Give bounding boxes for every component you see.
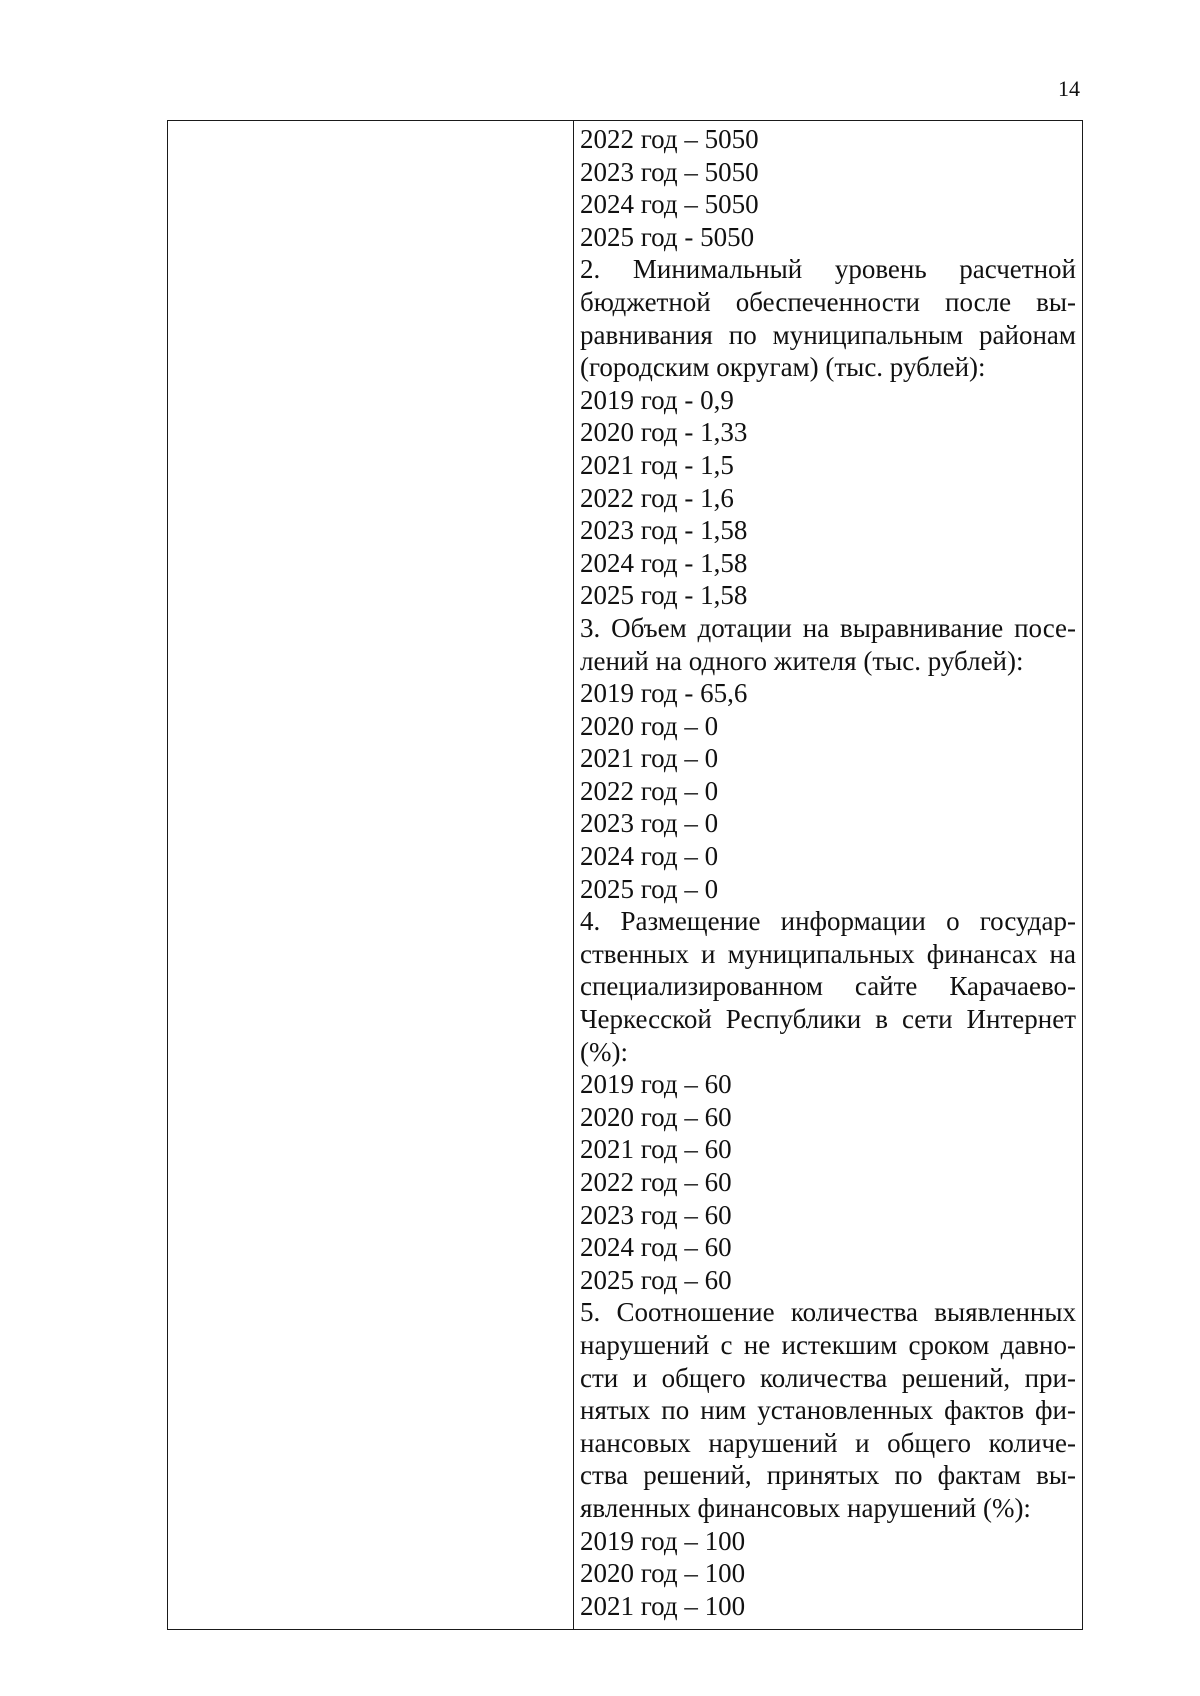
year-value-line: 2024 год – 60 (580, 1232, 732, 1263)
year-value-line: 2021 год – 100 (580, 1590, 746, 1621)
year-value-line: 2025 год - 1,58 (580, 580, 748, 611)
table-left-cell (168, 121, 573, 1629)
year-value-line: 2023 год – 5050 (580, 156, 759, 187)
year-value-line: 2024 год – 5050 (580, 189, 759, 220)
year-value-line: 2019 год – 100 (580, 1525, 746, 1556)
year-value-line: 2022 год – 5050 (580, 124, 759, 154)
item-2-heading-line: равнивания по муниципальным районам (580, 319, 1076, 350)
year-value-line: 2019 год - 65,6 (580, 678, 748, 709)
year-value-line: 2019 год – 60 (580, 1069, 732, 1100)
item-5-heading-line: нарушений с не истекшим сроком давно- (580, 1329, 1076, 1360)
item-5-heading-line: нансовых нарушений и общего количе- (580, 1427, 1076, 1458)
year-value-line: 2024 год – 0 (580, 841, 719, 872)
year-value-line: 2023 год – 60 (580, 1199, 732, 1230)
item-4-heading-line: (%): (580, 1036, 628, 1067)
year-value-line: 2021 год – 0 (580, 743, 719, 774)
item-4-heading-line: Черкесской Республики в сети Интернет (580, 1004, 1076, 1035)
item-5-heading-line: сти и общего количества решений, при- (580, 1362, 1076, 1393)
year-value-line: 2020 год - 1,33 (580, 417, 748, 448)
item-3-heading-line: 3. Объем дотации на выравнивание посе- (580, 612, 1076, 643)
item-3-heading-line: лений на одного жителя (тыс. рублей): (580, 645, 1024, 676)
year-value-line: 2024 год - 1,58 (580, 547, 748, 578)
item-5-heading-line: нятых по ним установленных фактов фи- (580, 1395, 1076, 1426)
item-2-heading-line: бюджетной обеспеченности после вы- (580, 286, 1076, 317)
indicators-table (167, 120, 1083, 1630)
year-value-line: 2020 год – 60 (580, 1101, 732, 1132)
year-value-line: 2022 год – 0 (580, 775, 719, 806)
item-4-heading-line: ственных и муниципальных финансах на (580, 938, 1076, 969)
year-value-line: 2023 год - 1,58 (580, 515, 748, 546)
item-2-heading-line: (городским округам) (тыс. рублей): (580, 352, 986, 383)
table-right-cell (580, 123, 1076, 1622)
item-5-heading-line: ства решений, принятых по фактам вы- (580, 1460, 1076, 1491)
year-value-line: 2020 год – 0 (580, 710, 719, 741)
year-value-line: 2020 год – 100 (580, 1558, 746, 1589)
year-value-line: 2019 год - 0,9 (580, 384, 734, 415)
item-5-heading-line: 5. Соотношение количества выявленных (580, 1297, 1076, 1328)
item-4-heading-line: специализированном сайте Карачаево- (580, 971, 1076, 1002)
item-5-heading-line: явленных финансовых нарушений (%): (580, 1492, 1031, 1523)
year-value-line: 2023 год – 0 (580, 808, 719, 839)
page-number: 14 (1058, 76, 1080, 101)
column-divider (573, 121, 574, 1629)
year-value-line: 2021 год - 1,5 (580, 449, 734, 480)
year-value-line: 2025 год - 5050 (580, 221, 755, 252)
item-4-heading-line: 4. Размещение информации о государ- (580, 906, 1076, 937)
year-value-line: 2022 год – 60 (580, 1167, 732, 1197)
year-value-line: 2025 год – 60 (580, 1264, 732, 1295)
item-2-heading-line: 2. Минимальный уровень расчетной (580, 254, 1076, 285)
year-value-line: 2022 год - 1,6 (580, 482, 734, 513)
year-value-line: 2025 год – 0 (580, 873, 719, 904)
year-value-line: 2021 год – 60 (580, 1134, 732, 1165)
